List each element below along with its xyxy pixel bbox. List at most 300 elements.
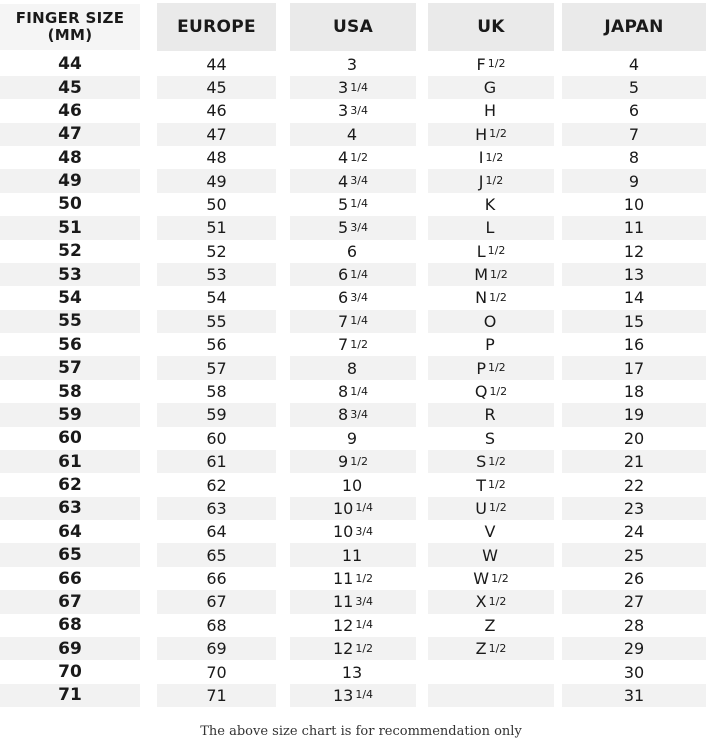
table-row — [0, 310, 722, 333]
header-finger-size-line2: (MM) — [47, 26, 93, 44]
cell-uk-value: I — [478, 148, 484, 168]
table-row — [0, 123, 722, 146]
cell-uk — [428, 520, 554, 543]
cell-eu-value: 58 — [206, 382, 227, 401]
cell-us: 9 1/2 — [290, 450, 416, 473]
cell-uk: N 1/2 — [475, 288, 507, 308]
cell-us-value: 4 — [338, 171, 349, 191]
cell-jp-value: 21 — [623, 452, 645, 472]
cell-jp — [562, 543, 706, 566]
table-row — [0, 216, 722, 239]
cell-eu — [157, 543, 276, 566]
cell-mm — [0, 497, 140, 520]
cell-mm — [0, 240, 140, 263]
table-row — [0, 193, 722, 216]
table-row — [0, 286, 722, 309]
cell-eu-value: 65 — [206, 545, 227, 565]
cell-jp-value: 11 — [623, 218, 645, 238]
cell-eu — [157, 240, 276, 263]
cell-jp — [562, 286, 706, 309]
cell-us — [290, 53, 416, 76]
table-row — [0, 520, 722, 543]
cell-us — [290, 543, 416, 566]
cell-us: 7 1/2 — [338, 335, 368, 355]
cell-jp-value: 10 — [623, 194, 645, 214]
cell-mm — [0, 520, 140, 543]
cell-us-value: 8 — [338, 405, 349, 425]
cell-uk: F 1/2 — [476, 54, 506, 74]
cell-mm-value: 50 — [58, 194, 82, 215]
cell-eu — [157, 53, 276, 76]
cell-jp — [562, 356, 706, 379]
cell-mm-value: 63 — [58, 498, 82, 519]
cell-eu-value: 69 — [206, 639, 227, 659]
cell-jp-value: 7 — [628, 124, 640, 144]
cell-jp — [562, 637, 706, 660]
cell-eu-value: 70 — [206, 662, 227, 682]
cell-mm — [0, 543, 140, 566]
cell-jp-value: 25 — [623, 545, 645, 565]
cell-uk-value: J — [478, 171, 484, 191]
cell-mm — [0, 263, 140, 286]
cell-mm-value: 62 — [58, 475, 82, 496]
cell-us-value: 5 — [338, 218, 349, 238]
cell-jp — [562, 590, 706, 613]
cell-jp — [562, 684, 706, 707]
cell-uk-value: P — [476, 358, 486, 378]
cell-eu — [157, 146, 276, 169]
table-row — [0, 497, 722, 520]
cell-mm — [0, 356, 140, 379]
cell-mm — [0, 637, 140, 660]
table-row — [0, 333, 722, 356]
cell-mm — [0, 286, 140, 309]
cell-mm — [0, 333, 140, 356]
cell-mm-value: 59 — [58, 404, 82, 425]
cell-uk-value: N — [475, 288, 488, 308]
cell-mm — [0, 146, 140, 169]
cell-us: 3 3/4 — [338, 101, 368, 121]
cell-eu — [157, 193, 276, 216]
cell-eu-value: 62 — [206, 475, 227, 495]
cell-us: 6 3/4 — [338, 288, 368, 308]
cell-jp-value: 12 — [623, 241, 645, 261]
cell-eu-value: 54 — [206, 288, 227, 308]
table-row — [0, 427, 722, 450]
cell-jp-value: 26 — [623, 569, 645, 589]
cell-us-value: 3 — [338, 101, 349, 121]
cell-mm — [0, 684, 140, 707]
cell-jp — [562, 76, 706, 99]
cell-uk-value: R — [484, 405, 496, 425]
cell-eu — [157, 333, 276, 356]
cell-mm — [0, 450, 140, 473]
cell-uk-value: S — [484, 428, 496, 448]
table-row — [0, 146, 722, 169]
cell-eu-value: 64 — [206, 522, 227, 542]
table-row — [0, 380, 722, 403]
cell-us: 8 1/4 — [338, 382, 368, 401]
cell-mm-value: 46 — [58, 100, 82, 121]
cell-eu — [157, 637, 276, 660]
cell-jp-value: 6 — [628, 101, 640, 121]
cell-eu-value: 68 — [206, 615, 227, 635]
cell-eu — [157, 380, 276, 403]
cell-eu-value: 55 — [206, 311, 227, 331]
cell-us-value: 7 — [338, 311, 349, 331]
cell-us-value: 13 — [341, 662, 363, 682]
cell-eu — [157, 590, 276, 613]
header-finger-size — [0, 4, 140, 50]
cell-mm-value: 48 — [58, 147, 82, 168]
cell-mm-value: 47 — [58, 124, 82, 145]
cell-us-value: 8 — [338, 382, 349, 401]
cell-uk: W 1/2 — [473, 569, 509, 589]
cell-mm — [0, 169, 140, 192]
cell-mm-value: 60 — [58, 428, 82, 449]
cell-mm — [0, 380, 140, 403]
table-row — [0, 473, 722, 496]
cell-mm — [0, 123, 140, 146]
cell-mm — [0, 403, 140, 426]
cell-jp — [562, 450, 706, 473]
cell-uk: I 1/2 — [478, 148, 504, 168]
cell-uk — [428, 99, 554, 122]
cell-jp-value: 24 — [623, 522, 645, 542]
cell-jp — [562, 216, 706, 239]
cell-us — [290, 473, 416, 496]
cell-eu — [157, 427, 276, 450]
cell-us-value: 3 — [338, 78, 349, 98]
cell-us: 8 3/4 — [290, 403, 416, 426]
cell-uk — [428, 684, 554, 707]
cell-eu — [157, 286, 276, 309]
cell-uk — [428, 333, 554, 356]
cell-mm — [0, 193, 140, 216]
cell-eu-value: 47 — [206, 124, 227, 144]
table-row — [0, 614, 722, 637]
cell-eu — [157, 123, 276, 146]
cell-eu — [157, 497, 276, 520]
cell-jp — [562, 660, 706, 683]
cell-jp — [562, 333, 706, 356]
cell-uk — [428, 193, 554, 216]
cell-us-value: 3 — [346, 54, 358, 74]
cell-mm — [0, 660, 140, 683]
cell-mm — [0, 614, 140, 637]
cell-uk-value: T — [476, 475, 487, 495]
cell-jp — [562, 380, 706, 403]
cell-eu — [157, 614, 276, 637]
cell-eu-value: 57 — [206, 358, 227, 378]
cell-mm — [0, 310, 140, 333]
cell-eu-value: 56 — [206, 335, 227, 355]
cell-jp-value: 20 — [623, 428, 645, 448]
cell-us: 6 1/4 — [290, 263, 416, 286]
cell-mm-value: 66 — [58, 568, 82, 589]
cell-us — [290, 660, 416, 683]
cell-uk: L 1/2 — [476, 241, 506, 261]
cell-uk — [428, 543, 554, 566]
table-row — [0, 660, 722, 683]
cell-uk: S 1/2 — [428, 450, 554, 473]
cell-us: 7 1/4 — [290, 310, 416, 333]
cell-mm-value: 44 — [58, 54, 82, 75]
cell-uk-value: Z — [475, 639, 487, 659]
cell-mm-value: 65 — [58, 545, 82, 566]
cell-jp — [562, 99, 706, 122]
cell-eu-value: 66 — [206, 569, 227, 589]
cell-eu — [157, 310, 276, 333]
cell-mm-value: 68 — [58, 615, 82, 636]
cell-us: 10 1/4 — [290, 497, 416, 520]
cell-uk: U 1/2 — [428, 497, 554, 520]
cell-uk-value: W — [482, 545, 498, 565]
cell-uk — [428, 403, 554, 426]
cell-us-value: 13 — [332, 685, 354, 705]
table-row — [0, 567, 722, 590]
header-uk: UK — [428, 3, 554, 51]
cell-us: 11 3/4 — [290, 590, 416, 613]
table-row — [0, 169, 722, 192]
cell-jp-value: 4 — [628, 54, 640, 74]
cell-uk-value: H — [475, 124, 488, 144]
header-japan: JAPAN — [562, 3, 706, 51]
cell-jp — [562, 567, 706, 590]
table-row — [0, 53, 722, 76]
cell-mm — [0, 99, 140, 122]
cell-uk-value: G — [483, 78, 497, 98]
table-row — [0, 590, 722, 613]
cell-eu-value: 59 — [206, 405, 227, 425]
cell-jp-value: 18 — [623, 382, 645, 401]
cell-us-value: 6 — [338, 288, 349, 308]
cell-mm — [0, 53, 140, 76]
cell-uk-value: K — [484, 194, 496, 214]
cell-mm — [0, 76, 140, 99]
cell-eu-value: 44 — [206, 54, 227, 74]
cell-jp-value: 23 — [623, 498, 645, 518]
cell-jp-value: 15 — [623, 311, 645, 331]
table-row — [0, 450, 722, 473]
cell-us-value: 11 — [332, 569, 354, 589]
cell-jp-value: 19 — [623, 405, 645, 425]
cell-uk — [428, 614, 554, 637]
cell-uk-value: X — [475, 592, 487, 612]
cell-jp — [562, 403, 706, 426]
table-row — [0, 76, 722, 99]
cell-eu-value: 52 — [206, 241, 227, 261]
cell-eu-value: 45 — [206, 78, 227, 98]
cell-jp — [562, 146, 706, 169]
cell-mm — [0, 473, 140, 496]
cell-mm-value: 51 — [58, 217, 82, 238]
cell-uk-value: H — [483, 101, 497, 121]
cell-us-value: 6 — [338, 265, 349, 285]
cell-uk: J 1/2 — [428, 169, 554, 192]
cell-us-value: 12 — [332, 615, 354, 635]
cell-mm-value: 56 — [58, 334, 82, 355]
cell-us-value: 6 — [346, 241, 358, 261]
table-row — [0, 356, 722, 379]
cell-eu-value: 61 — [206, 452, 227, 472]
cell-uk — [428, 76, 554, 99]
cell-jp-value: 29 — [623, 639, 645, 659]
table-row — [0, 263, 722, 286]
cell-mm-value: 45 — [58, 77, 82, 98]
cell-eu-value: 49 — [206, 171, 227, 191]
cell-eu — [157, 567, 276, 590]
cell-jp — [562, 169, 706, 192]
cell-eu-value: 46 — [206, 101, 227, 121]
cell-jp-value: 8 — [628, 148, 640, 168]
cell-uk — [428, 216, 554, 239]
cell-jp — [562, 497, 706, 520]
cell-jp — [562, 614, 706, 637]
cell-mm — [0, 427, 140, 450]
cell-us-value: 11 — [332, 592, 354, 612]
cell-uk-value: Q — [474, 382, 488, 401]
cell-mm-value: 54 — [58, 287, 82, 308]
cell-mm-value: 58 — [58, 381, 82, 402]
cell-eu — [157, 263, 276, 286]
cell-uk — [428, 310, 554, 333]
cell-eu-value: 67 — [206, 592, 227, 612]
cell-eu — [157, 169, 276, 192]
cell-us-value: 4 — [346, 124, 358, 144]
cell-uk-value: L — [476, 241, 486, 261]
cell-eu — [157, 660, 276, 683]
cell-jp — [562, 427, 706, 450]
cell-us-value: 9 — [346, 428, 358, 448]
cell-mm-value: 64 — [58, 521, 82, 542]
cell-us: 12 1/4 — [332, 615, 374, 635]
cell-us: 10 3/4 — [332, 522, 374, 542]
table-row — [0, 684, 722, 707]
cell-uk: M 1/2 — [428, 263, 554, 286]
cell-us-value: 10 — [332, 522, 354, 542]
cell-uk-value: S — [476, 452, 487, 472]
cell-mm-value: 67 — [58, 591, 82, 612]
cell-us: 3 1/4 — [290, 76, 416, 99]
cell-jp-value: 27 — [623, 592, 645, 612]
cell-jp-value: 31 — [623, 685, 645, 705]
cell-jp — [562, 240, 706, 263]
cell-eu — [157, 356, 276, 379]
cell-jp — [562, 473, 706, 496]
header-finger-size-line1: FINGER SIZE — [15, 9, 125, 27]
cell-eu — [157, 520, 276, 543]
header-usa: USA — [290, 3, 416, 51]
cell-us: 13 1/4 — [290, 684, 416, 707]
cell-jp-value: 22 — [623, 475, 645, 495]
cell-uk: T 1/2 — [476, 475, 506, 495]
cell-jp — [562, 53, 706, 76]
table-row — [0, 240, 722, 263]
cell-uk — [428, 660, 554, 683]
cell-eu — [157, 403, 276, 426]
cell-eu-value: 71 — [206, 685, 227, 705]
cell-jp-value: 30 — [623, 662, 645, 682]
cell-uk-value: V — [484, 522, 496, 542]
table-row — [0, 99, 722, 122]
cell-us-value: 12 — [332, 639, 354, 659]
cell-us-value: 4 — [338, 148, 349, 168]
cell-jp-value: 5 — [628, 78, 640, 98]
table-row — [0, 543, 722, 566]
cell-jp-value: 28 — [623, 615, 645, 635]
footer-note: The above size chart is for recommendation only — [200, 724, 522, 739]
cell-jp-value: 17 — [623, 358, 645, 378]
cell-us — [290, 356, 416, 379]
cell-us — [290, 427, 416, 450]
cell-us-value: 10 — [341, 475, 363, 495]
cell-uk-value: O — [483, 311, 497, 331]
cell-us: 12 1/2 — [290, 637, 416, 660]
cell-us-value: 5 — [338, 194, 349, 214]
cell-jp — [562, 520, 706, 543]
cell-eu-value: 63 — [206, 498, 227, 518]
cell-us-value: 9 — [338, 452, 349, 472]
cell-mm-value: 55 — [58, 311, 82, 332]
cell-jp — [562, 123, 706, 146]
cell-mm-value: 49 — [58, 171, 82, 192]
cell-us: 11 1/2 — [332, 569, 374, 589]
cell-eu-value: 60 — [206, 428, 227, 448]
cell-us: 5 1/4 — [338, 194, 368, 214]
cell-jp-value: 14 — [623, 288, 645, 308]
cell-mm-value: 69 — [58, 638, 82, 659]
cell-mm-value: 70 — [58, 662, 82, 683]
cell-jp-value: 9 — [628, 171, 640, 191]
cell-uk-value: F — [476, 54, 486, 74]
cell-mm — [0, 567, 140, 590]
cell-eu — [157, 99, 276, 122]
cell-eu — [157, 473, 276, 496]
cell-eu-value: 48 — [206, 148, 227, 168]
cell-jp-value: 13 — [623, 265, 645, 285]
cell-uk — [428, 427, 554, 450]
table-row — [0, 403, 722, 426]
cell-mm — [0, 216, 140, 239]
cell-us-value: 10 — [332, 498, 354, 518]
cell-jp — [562, 310, 706, 333]
cell-jp — [562, 263, 706, 286]
cell-us: 4 1/2 — [338, 148, 368, 168]
cell-mm-value: 71 — [58, 685, 82, 706]
cell-uk: Z 1/2 — [428, 637, 554, 660]
cell-uk-value: P — [485, 335, 495, 355]
cell-eu-value: 53 — [206, 265, 227, 285]
cell-mm-value: 53 — [58, 264, 82, 285]
cell-mm-value: 57 — [58, 358, 82, 379]
cell-us-value: 7 — [338, 335, 349, 355]
cell-uk: P 1/2 — [428, 356, 554, 379]
cell-us: 4 3/4 — [290, 169, 416, 192]
cell-mm — [0, 590, 140, 613]
header-europe: EUROPE — [157, 3, 276, 51]
cell-us-value: 8 — [346, 358, 358, 378]
cell-uk-value: W — [473, 569, 490, 589]
cell-uk-value: M — [474, 265, 489, 285]
cell-us — [290, 240, 416, 263]
cell-eu-value: 50 — [206, 194, 227, 214]
cell-jp-value: 16 — [623, 335, 645, 355]
cell-mm-value: 61 — [58, 451, 82, 472]
cell-us: 5 3/4 — [290, 216, 416, 239]
cell-eu — [157, 76, 276, 99]
cell-eu — [157, 450, 276, 473]
